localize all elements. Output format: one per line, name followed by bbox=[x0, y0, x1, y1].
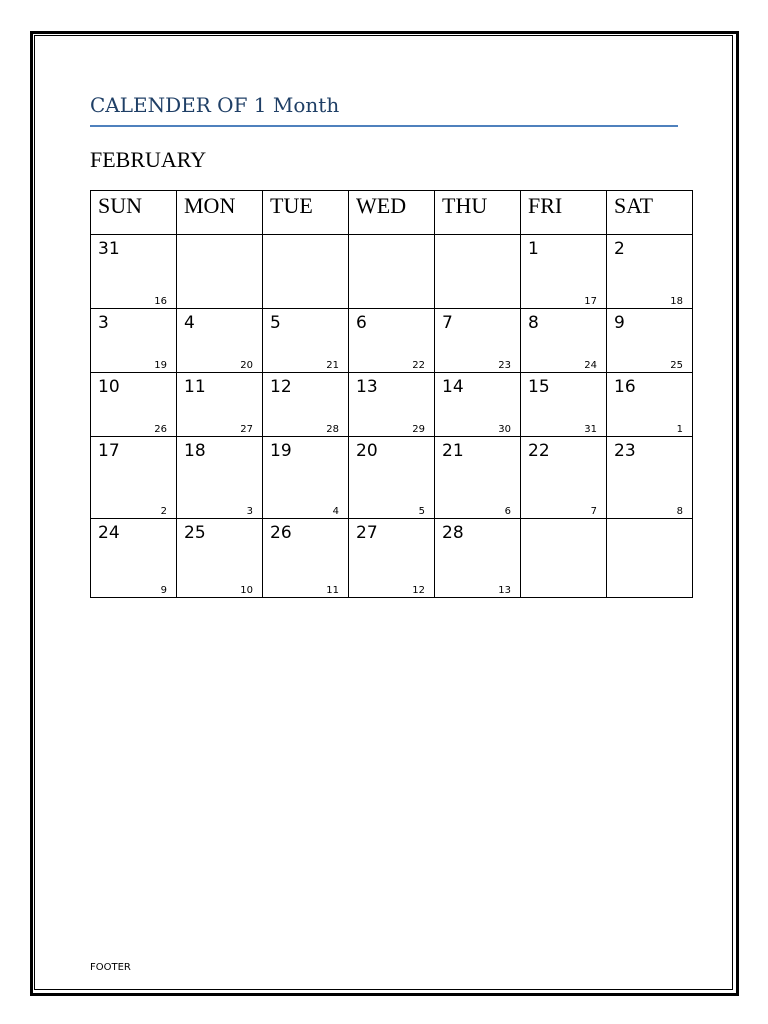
calendar-day-cell bbox=[607, 519, 693, 598]
calendar-day-cell bbox=[263, 437, 349, 519]
calendar-day-cell bbox=[521, 309, 607, 373]
calendar-week-row bbox=[91, 373, 693, 437]
calendar-week-row bbox=[91, 309, 693, 373]
day-subnumber: 26 bbox=[154, 424, 167, 435]
calendar-day-cell bbox=[177, 519, 263, 598]
calendar-day-cell bbox=[521, 235, 607, 309]
page-footer: FOOTER bbox=[90, 962, 131, 973]
day-number: 12 bbox=[270, 377, 292, 397]
calendar-day-cell bbox=[177, 235, 263, 309]
calendar-day-cell bbox=[91, 437, 177, 519]
calendar-day-cell bbox=[521, 437, 607, 519]
day-number: 2 bbox=[614, 239, 625, 259]
weekday-sun: SUN bbox=[91, 191, 177, 235]
day-number: 26 bbox=[270, 523, 292, 543]
calendar-day-cell bbox=[349, 437, 435, 519]
day-number: 18 bbox=[184, 441, 206, 461]
day-subnumber: 7 bbox=[590, 506, 597, 517]
day-subnumber: 18 bbox=[670, 296, 683, 307]
calendar-day-cell bbox=[349, 309, 435, 373]
day-subnumber: 28 bbox=[326, 424, 339, 435]
calendar-day-cell bbox=[91, 373, 177, 437]
day-number: 31 bbox=[98, 239, 120, 259]
day-subnumber: 1 bbox=[676, 424, 683, 435]
calendar-day-cell bbox=[177, 373, 263, 437]
day-number: 5 bbox=[270, 313, 281, 333]
document-title: CALENDER OF 1 Month bbox=[90, 93, 340, 117]
weekday-mon: MON bbox=[177, 191, 263, 235]
calendar-week-row bbox=[91, 519, 693, 598]
calendar-day-cell bbox=[607, 235, 693, 309]
calendar-day-cell bbox=[263, 373, 349, 437]
calendar-day-cell bbox=[263, 235, 349, 309]
day-subnumber: 16 bbox=[154, 296, 167, 307]
day-number: 16 bbox=[614, 377, 636, 397]
weekday-sat: SAT bbox=[607, 191, 693, 235]
day-number: 24 bbox=[98, 523, 120, 543]
day-subnumber: 10 bbox=[240, 585, 253, 596]
day-subnumber: 4 bbox=[332, 506, 339, 517]
day-subnumber: 3 bbox=[246, 506, 253, 517]
day-number: 7 bbox=[442, 313, 453, 333]
day-number: 22 bbox=[528, 441, 550, 461]
calendar-day-cell bbox=[435, 437, 521, 519]
weekday-header-row bbox=[91, 191, 693, 235]
day-subnumber: 20 bbox=[240, 360, 253, 371]
calendar-day-cell bbox=[607, 437, 693, 519]
calendar-day-cell bbox=[435, 309, 521, 373]
day-number: 21 bbox=[442, 441, 464, 461]
calendar-day-cell bbox=[263, 519, 349, 598]
calendar-day-cell bbox=[607, 373, 693, 437]
calendar-week-row bbox=[91, 437, 693, 519]
day-number: 20 bbox=[356, 441, 378, 461]
day-subnumber: 24 bbox=[584, 360, 597, 371]
calendar-day-cell bbox=[607, 309, 693, 373]
weekday-thu: THU bbox=[435, 191, 521, 235]
day-number: 4 bbox=[184, 313, 195, 333]
day-subnumber: 6 bbox=[504, 506, 511, 517]
calendar-table bbox=[90, 190, 693, 598]
day-number: 27 bbox=[356, 523, 378, 543]
day-subnumber: 21 bbox=[326, 360, 339, 371]
day-subnumber: 19 bbox=[154, 360, 167, 371]
month-heading: FEBRUARY bbox=[90, 147, 207, 172]
day-subnumber: 29 bbox=[412, 424, 425, 435]
day-subnumber: 5 bbox=[418, 506, 425, 517]
day-number: 10 bbox=[98, 377, 120, 397]
calendar-day-cell bbox=[91, 309, 177, 373]
calendar-day-cell bbox=[91, 519, 177, 598]
calendar-day-cell bbox=[349, 235, 435, 309]
calendar-day-cell bbox=[521, 373, 607, 437]
day-subnumber: 27 bbox=[240, 424, 253, 435]
calendar-day-cell bbox=[521, 519, 607, 598]
day-number: 19 bbox=[270, 441, 292, 461]
day-subnumber: 8 bbox=[676, 506, 683, 517]
day-subnumber: 17 bbox=[584, 296, 597, 307]
day-subnumber: 23 bbox=[498, 360, 511, 371]
day-number: 15 bbox=[528, 377, 550, 397]
calendar-day-cell bbox=[349, 519, 435, 598]
calendar-day-cell bbox=[91, 235, 177, 309]
title-underline bbox=[90, 125, 678, 127]
day-subnumber: 25 bbox=[670, 360, 683, 371]
calendar-day-cell bbox=[177, 309, 263, 373]
day-number: 9 bbox=[614, 313, 625, 333]
day-number: 11 bbox=[184, 377, 206, 397]
calendar-day-cell bbox=[263, 309, 349, 373]
day-number: 25 bbox=[184, 523, 206, 543]
day-number: 17 bbox=[98, 441, 120, 461]
day-number: 14 bbox=[442, 377, 464, 397]
day-subnumber: 12 bbox=[412, 585, 425, 596]
calendar-day-cell bbox=[435, 373, 521, 437]
calendar-body bbox=[91, 235, 693, 598]
weekday-fri: FRI bbox=[521, 191, 607, 235]
calendar-day-cell bbox=[177, 437, 263, 519]
day-number: 3 bbox=[98, 313, 109, 333]
day-subnumber: 22 bbox=[412, 360, 425, 371]
calendar-day-cell bbox=[435, 235, 521, 309]
day-number: 23 bbox=[614, 441, 636, 461]
weekday-tue: TUE bbox=[263, 191, 349, 235]
day-subnumber: 2 bbox=[160, 506, 167, 517]
day-subnumber: 9 bbox=[160, 585, 167, 596]
calendar-day-cell bbox=[435, 519, 521, 598]
day-number: 13 bbox=[356, 377, 378, 397]
calendar-week-row bbox=[91, 235, 693, 309]
day-number: 1 bbox=[528, 239, 539, 259]
weekday-wed: WED bbox=[349, 191, 435, 235]
day-subnumber: 13 bbox=[498, 585, 511, 596]
day-number: 8 bbox=[528, 313, 539, 333]
day-subnumber: 11 bbox=[326, 585, 339, 596]
day-subnumber: 30 bbox=[498, 424, 511, 435]
day-subnumber: 31 bbox=[584, 424, 597, 435]
day-number: 28 bbox=[442, 523, 464, 543]
calendar-day-cell bbox=[349, 373, 435, 437]
day-number: 6 bbox=[356, 313, 367, 333]
